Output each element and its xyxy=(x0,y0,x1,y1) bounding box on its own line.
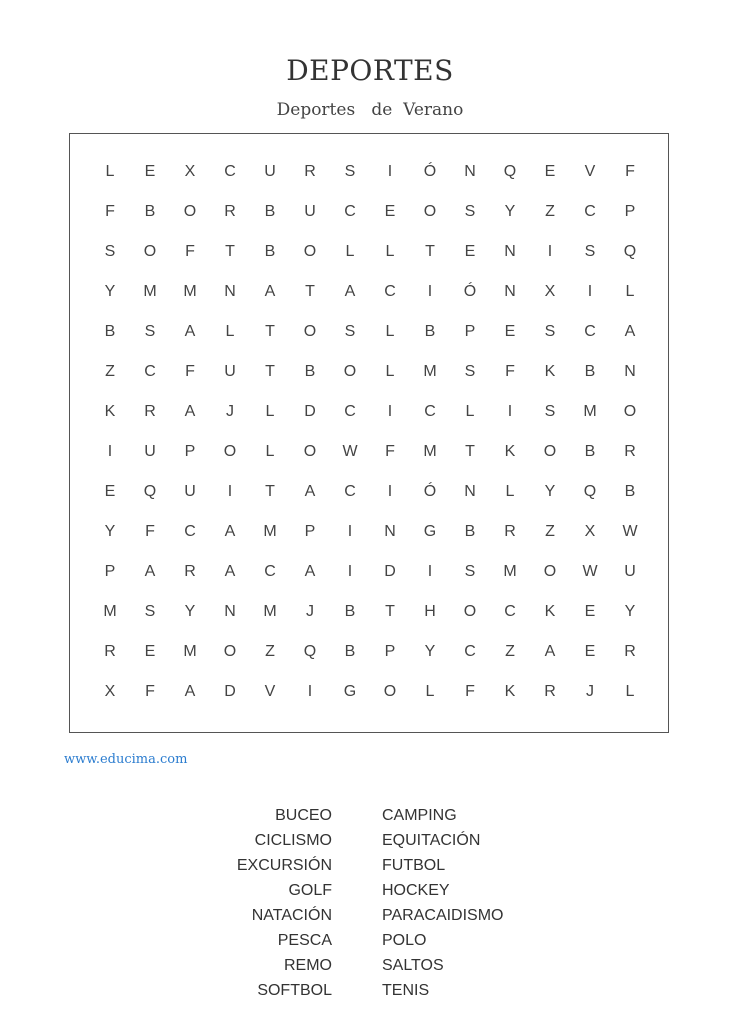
grid-letter[interactable]: X xyxy=(184,163,196,180)
grid-letter[interactable]: M xyxy=(143,283,157,300)
grid-letter[interactable]: Z xyxy=(545,523,555,540)
grid-letter[interactable]: I xyxy=(387,483,393,500)
grid-letter[interactable]: C xyxy=(584,323,596,340)
grid-letter[interactable]: B xyxy=(304,363,316,380)
grid-letter[interactable]: S xyxy=(544,323,556,340)
word-list-left-column xyxy=(237,805,332,1005)
grid-letter[interactable]: Z xyxy=(505,643,515,660)
grid-letter[interactable]: E xyxy=(104,483,116,500)
grid-letter[interactable]: Y xyxy=(624,603,636,620)
grid-letter[interactable]: I xyxy=(227,483,233,500)
grid-letter[interactable]: J xyxy=(306,603,314,620)
grid-letter[interactable]: G xyxy=(423,523,437,540)
grid-letter[interactable]: P xyxy=(104,563,116,580)
grid-letter[interactable]: B xyxy=(264,203,276,220)
grid-letter[interactable]: L xyxy=(105,163,115,180)
grid-letter[interactable]: L xyxy=(625,683,635,700)
grid-letter[interactable]: B xyxy=(584,363,596,380)
word-list-item: REMO xyxy=(284,957,332,974)
grid-letter[interactable]: D xyxy=(224,683,236,700)
grid-letter[interactable]: A xyxy=(544,643,556,660)
grid-letter[interactable]: L xyxy=(625,283,635,300)
grid-letter[interactable]: Z xyxy=(545,203,555,220)
grid-letter[interactable]: T xyxy=(425,243,435,260)
grid-letter[interactable]: I xyxy=(587,283,593,300)
grid-letter[interactable]: U xyxy=(184,483,196,500)
word-list-item: EXCURSIÓN xyxy=(236,857,332,874)
grid-letter[interactable]: T xyxy=(385,603,395,620)
grid-letter[interactable]: C xyxy=(504,603,516,620)
grid-letter[interactable]: B xyxy=(144,203,156,220)
grid-letter[interactable]: R xyxy=(184,563,196,580)
grid-letter[interactable]: A xyxy=(184,403,196,420)
grid-letter[interactable]: O xyxy=(183,203,197,220)
word-search-grid xyxy=(90,152,650,712)
grid-letter[interactable]: A xyxy=(624,323,636,340)
grid-letter[interactable]: U xyxy=(264,163,276,180)
grid-letter[interactable]: T xyxy=(465,443,475,460)
grid-letter[interactable]: W xyxy=(622,523,638,540)
grid-letter[interactable]: U xyxy=(224,363,236,380)
grid-letter[interactable]: D xyxy=(304,403,316,420)
word-list-item: PARACAIDISMO xyxy=(382,907,504,924)
grid-letter[interactable]: O xyxy=(543,443,557,460)
grid-letter[interactable]: C xyxy=(344,483,356,500)
grid-letter[interactable]: O xyxy=(623,403,637,420)
grid-letter[interactable]: O xyxy=(223,443,237,460)
grid-letter[interactable]: I xyxy=(347,563,353,580)
word-search-grid-frame xyxy=(69,133,669,733)
grid-letter[interactable]: N xyxy=(224,283,236,300)
grid-letter[interactable]: Y xyxy=(104,523,116,540)
grid-letter[interactable]: L xyxy=(265,403,275,420)
grid-letter[interactable]: Y xyxy=(544,483,556,500)
grid-letter[interactable]: W xyxy=(342,443,358,460)
grid-letter[interactable]: R xyxy=(504,523,516,540)
grid-letter[interactable]: N xyxy=(464,483,476,500)
grid-letter[interactable]: Y xyxy=(504,203,516,220)
grid-letter[interactable]: A xyxy=(224,523,236,540)
grid-letter[interactable]: E xyxy=(584,603,596,620)
grid-letter[interactable]: V xyxy=(584,163,596,180)
grid-letter[interactable]: I xyxy=(387,163,393,180)
grid-letter[interactable]: F xyxy=(185,363,195,380)
grid-letter[interactable]: J xyxy=(586,683,594,700)
grid-letter[interactable]: Q xyxy=(143,483,157,500)
grid-letter[interactable]: C xyxy=(144,363,156,380)
grid-letter[interactable]: N xyxy=(504,243,516,260)
grid-letter[interactable]: O xyxy=(423,203,437,220)
grid-letter[interactable]: P xyxy=(384,643,396,660)
word-list-item: PESCA xyxy=(277,932,332,949)
grid-letter[interactable]: L xyxy=(425,683,435,700)
page-title: DEPORTES xyxy=(286,54,454,87)
grid-letter[interactable]: E xyxy=(504,323,516,340)
grid-letter[interactable]: C xyxy=(264,563,276,580)
grid-letter[interactable]: L xyxy=(465,403,475,420)
grid-letter[interactable]: N xyxy=(624,363,636,380)
grid-letter[interactable]: M xyxy=(503,563,517,580)
word-list-item: CICLISMO xyxy=(254,832,332,849)
grid-letter[interactable]: A xyxy=(304,563,316,580)
grid-letter[interactable]: A xyxy=(264,283,276,300)
word-list-item: HOCKEY xyxy=(382,882,450,899)
grid-letter[interactable]: T xyxy=(305,283,315,300)
grid-letter[interactable]: C xyxy=(424,403,436,420)
word-list-item: TENIS xyxy=(382,982,430,999)
grid-letter[interactable]: F xyxy=(105,203,115,220)
grid-letter[interactable]: O xyxy=(223,643,237,660)
grid-letter[interactable]: R xyxy=(304,163,316,180)
grid-letter[interactable]: U xyxy=(144,443,156,460)
grid-letter[interactable]: L xyxy=(385,243,395,260)
grid-letter[interactable]: L xyxy=(225,323,235,340)
grid-letter[interactable]: C xyxy=(344,203,356,220)
word-list-item: NATACIÓN xyxy=(251,907,332,924)
grid-letter[interactable]: D xyxy=(384,563,396,580)
grid-letter[interactable]: F xyxy=(385,443,395,460)
grid-letter[interactable]: N xyxy=(384,523,396,540)
grid-letter[interactable]: X xyxy=(584,523,596,540)
grid-letter[interactable]: G xyxy=(343,683,357,700)
grid-letter[interactable]: O xyxy=(303,443,317,460)
grid-letter[interactable]: B xyxy=(344,603,356,620)
grid-letter[interactable]: S xyxy=(144,323,156,340)
grid-letter[interactable]: Z xyxy=(105,363,115,380)
grid-letter[interactable]: R xyxy=(544,683,556,700)
grid-letter[interactable]: S xyxy=(544,403,556,420)
grid-letter[interactable]: S xyxy=(464,203,476,220)
word-list-item: FUTBOL xyxy=(382,857,446,874)
grid-letter[interactable]: X xyxy=(104,683,116,700)
grid-letter[interactable]: Y xyxy=(424,643,436,660)
grid-letter[interactable]: B xyxy=(464,523,476,540)
grid-letter[interactable]: A xyxy=(184,323,196,340)
grid-letter[interactable]: O xyxy=(543,563,557,580)
grid-letter[interactable]: U xyxy=(624,563,636,580)
grid-letter[interactable]: M xyxy=(423,363,437,380)
grid-letter[interactable]: C xyxy=(344,403,356,420)
word-list-item: SALTOS xyxy=(382,957,444,974)
grid-letter[interactable]: W xyxy=(582,563,598,580)
grid-letter[interactable]: O xyxy=(343,363,357,380)
grid-letter[interactable]: Y xyxy=(104,283,116,300)
grid-letter[interactable]: L xyxy=(385,323,395,340)
grid-letter[interactable]: I xyxy=(427,283,433,300)
grid-letter[interactable]: F xyxy=(505,363,515,380)
grid-letter[interactable]: I xyxy=(507,403,513,420)
grid-letter[interactable]: F xyxy=(185,243,195,260)
word-list-item: SOFTBOL xyxy=(257,982,332,999)
grid-letter[interactable]: V xyxy=(264,683,276,700)
grid-letter[interactable]: P xyxy=(184,443,196,460)
grid-letter[interactable]: O xyxy=(383,683,397,700)
grid-letter[interactable]: B xyxy=(624,483,636,500)
grid-letter[interactable]: B xyxy=(104,323,116,340)
grid-letter[interactable]: F xyxy=(145,683,155,700)
grid-letter[interactable]: I xyxy=(107,443,113,460)
grid-letter[interactable]: E xyxy=(384,203,396,220)
grid-letter[interactable]: S xyxy=(344,163,356,180)
grid-letter[interactable]: B xyxy=(424,323,436,340)
grid-letter[interactable]: P xyxy=(304,523,316,540)
grid-letter[interactable]: T xyxy=(265,363,275,380)
grid-letter[interactable]: K xyxy=(504,683,516,700)
grid-letter[interactable]: L xyxy=(265,443,275,460)
grid-letter[interactable]: M xyxy=(183,283,197,300)
grid-letter[interactable]: B xyxy=(584,443,596,460)
grid-letter[interactable]: N xyxy=(504,283,516,300)
grid-letter[interactable]: H xyxy=(424,603,436,620)
grid-letter[interactable]: K xyxy=(544,603,556,620)
grid-letter[interactable]: C xyxy=(584,203,596,220)
grid-letter[interactable]: E xyxy=(464,243,476,260)
grid-letter[interactable]: A xyxy=(184,683,196,700)
grid-letter[interactable]: B xyxy=(344,643,356,660)
grid-letter[interactable]: X xyxy=(544,283,556,300)
grid-letter[interactable]: F xyxy=(625,163,635,180)
grid-letter[interactable]: I xyxy=(387,403,393,420)
grid-letter[interactable]: Z xyxy=(265,643,275,660)
grid-letter[interactable]: P xyxy=(464,323,476,340)
grid-letter[interactable]: J xyxy=(226,403,234,420)
grid-letter[interactable]: Y xyxy=(184,603,196,620)
grid-letter[interactable]: M xyxy=(103,603,117,620)
word-list-right-column xyxy=(382,805,504,1005)
grid-letter[interactable]: O xyxy=(143,243,157,260)
word-list-item: BUCEO xyxy=(275,807,332,824)
word-list-item: POLO xyxy=(382,932,427,949)
grid-letter[interactable]: O xyxy=(303,323,317,340)
grid-letter[interactable]: L xyxy=(345,243,355,260)
grid-letter[interactable]: T xyxy=(265,483,275,500)
grid-letter[interactable]: T xyxy=(225,243,235,260)
grid-letter[interactable]: A xyxy=(224,563,236,580)
grid-letter[interactable]: C xyxy=(384,283,396,300)
grid-letter[interactable]: A xyxy=(304,483,316,500)
grid-letter[interactable]: R xyxy=(224,203,236,220)
grid-letter[interactable]: T xyxy=(265,323,275,340)
grid-letter[interactable]: L xyxy=(385,363,395,380)
word-list-item: GOLF xyxy=(288,882,332,899)
grid-letter[interactable]: L xyxy=(505,483,515,500)
grid-letter[interactable]: N xyxy=(464,163,476,180)
grid-letter[interactable]: P xyxy=(624,203,636,220)
grid-letter[interactable]: N xyxy=(224,603,236,620)
grid-letter[interactable]: Ó xyxy=(463,283,477,300)
grid-letter[interactable]: O xyxy=(463,603,477,620)
grid-letter[interactable]: B xyxy=(264,243,276,260)
grid-letter[interactable]: K xyxy=(104,403,116,420)
grid-letter[interactable]: M xyxy=(583,403,597,420)
grid-letter[interactable]: Q xyxy=(303,643,317,660)
grid-letter[interactable]: M xyxy=(263,523,277,540)
grid-letter[interactable]: Q xyxy=(583,483,597,500)
grid-letter[interactable]: Q xyxy=(503,163,517,180)
grid-letter[interactable]: Ó xyxy=(423,483,437,500)
grid-letter[interactable]: F xyxy=(465,683,475,700)
website-link[interactable]: www.educima.com xyxy=(64,752,188,767)
grid-letter[interactable]: K xyxy=(504,443,516,460)
grid-letter[interactable]: R xyxy=(624,643,636,660)
grid-letter[interactable]: I xyxy=(347,523,353,540)
grid-letter[interactable]: E xyxy=(544,163,556,180)
grid-letter[interactable]: S xyxy=(104,243,116,260)
grid-letter[interactable]: S xyxy=(144,603,156,620)
grid-letter[interactable]: K xyxy=(544,363,556,380)
grid-letter[interactable]: F xyxy=(145,523,155,540)
grid-letter[interactable]: R xyxy=(624,443,636,460)
grid-letter[interactable]: Ó xyxy=(423,163,437,180)
grid-letter[interactable]: M xyxy=(183,643,197,660)
grid-letter[interactable]: R xyxy=(144,403,156,420)
grid-letter[interactable]: E xyxy=(144,163,156,180)
grid-letter[interactable]: E xyxy=(584,643,596,660)
grid-letter[interactable]: A xyxy=(144,563,156,580)
grid-letter[interactable]: C xyxy=(464,643,476,660)
grid-letter[interactable]: S xyxy=(584,243,596,260)
grid-letter[interactable]: S xyxy=(344,323,356,340)
grid-letter[interactable]: O xyxy=(303,243,317,260)
grid-letter[interactable]: S xyxy=(464,563,476,580)
grid-letter[interactable]: M xyxy=(423,443,437,460)
word-list-item: EQUITACIÓN xyxy=(382,832,481,849)
grid-letter[interactable]: I xyxy=(307,683,313,700)
grid-letter[interactable]: U xyxy=(304,203,316,220)
page-subtitle: Deportes de Verano xyxy=(276,100,464,120)
grid-letter[interactable]: A xyxy=(344,283,356,300)
grid-letter[interactable]: C xyxy=(184,523,196,540)
grid-letter[interactable]: I xyxy=(547,243,553,260)
grid-letter[interactable]: I xyxy=(427,563,433,580)
grid-letter[interactable]: E xyxy=(144,643,156,660)
grid-letter[interactable]: S xyxy=(464,363,476,380)
grid-letter[interactable]: C xyxy=(224,163,236,180)
grid-letter[interactable]: R xyxy=(104,643,116,660)
grid-letter[interactable]: M xyxy=(263,603,277,620)
word-list-item: CAMPING xyxy=(382,807,457,824)
grid-letter[interactable]: Q xyxy=(623,243,637,260)
